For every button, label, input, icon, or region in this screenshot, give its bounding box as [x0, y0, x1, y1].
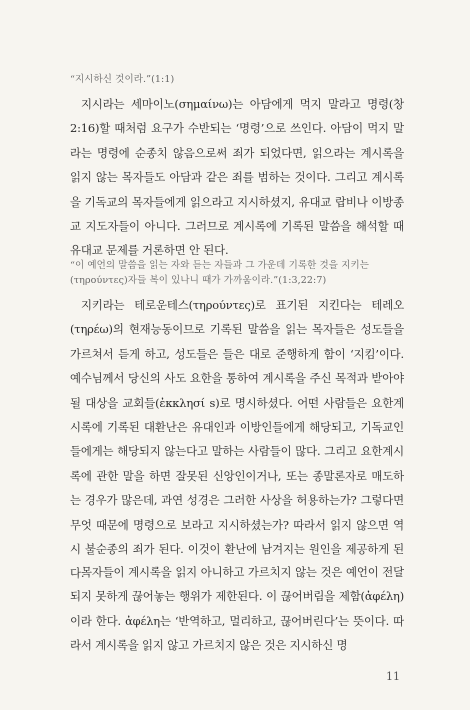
- page-number: 11: [386, 670, 400, 683]
- scripture-quote-2: “이 예언의 말씀을 읽는 자와 듣는 자들과 그 가운데 기록한 것을 지키는 (τηρούντες)자들 복이 있나니 때가 가까움이라.”(1:3,22:7): [70, 260, 370, 286]
- scripture-quote-1: “지시하신 것이라.”(1:1): [70, 74, 175, 85]
- paragraph-1: [70, 92, 404, 263]
- paragraph-1-text: 지시라는 세마이노(σημαίνω)는 아담에게 먹지 말라고 명령(창 2:16)할 때처럼 요구가 수반되는 ‘명령’으로 쓰인다. 아담이 먹지 말라는 명령에 순종치 않음으로써 죄가 되었다면, 읽으라는 계시록을 읽지 않는 목자들도 아담과 같은 죄를 범하는 것이다. 그리고 계시록을 기독교의 목자들에게 읽으라고 지시하셨지, 유대교 랍비나 이방종교 지도자들이 아니다. 그러므로 계시록에 기록된 말씀을 해석할 때 유대교 문제를 거론하면 안 된다.: [70, 97, 404, 258]
- paragraph-2-text: 지키라는 테로운테스(τηρούντες)로 표기된 지킨다는 테레오(τηρέω)의 현재능동이므로 기록된 말씀을 읽는 목자들은 성도들을 가르쳐서 듣게 하고, 성도들은 들은 대로 준행하게 함이 ‘지킴’이다. 예수님께서 당신의 사도 요한을 통하여 계시록을 주신 목적과 받아야 될 대상을 교회들(ἐκκλησί s)로 명시하셨다. 어떤 사람들은 요한계시록에 기록된 대환난은 유대인과 이방인들에게 해당되고, 기독교인들에게는 해당되지 않는다고 말하는 사람들이 많다. 그리고 요한계시록에 관한 말을 하면 잘못된 신앙인이거나, 또는 종말론자로 매도하는 경우가 많은데, 과연 성경은 그러한 사상을 허용하는가? 그렇다면 무엇 때문에 명령으로 보라고 지시하셨는가? 따라서 읽지 않으면 역시 불순종의 죄가 된다. 이것이 환난에 남겨지는 원인을 제공하게 된다.: [70, 298, 404, 581]
- paragraph-2: [70, 293, 404, 586]
- paragraph-3: [70, 560, 404, 658]
- paragraph-3-text: 목자들이 계시록을 읽지 아니하고 가르치지 않는 것은 예언이 전달되지 못하게 끊어놓는 행위가 제한된다. 이 끊어버림을 제함(ἀφέλη)이라 한다. ἀφέλη는 ‘반역하고, 멀리하고, 끊어버린다’는 뜻이다. 따라서 계시록을 읽지 않고 가르치지 않은 것은 지시하신 명: [70, 565, 404, 653]
